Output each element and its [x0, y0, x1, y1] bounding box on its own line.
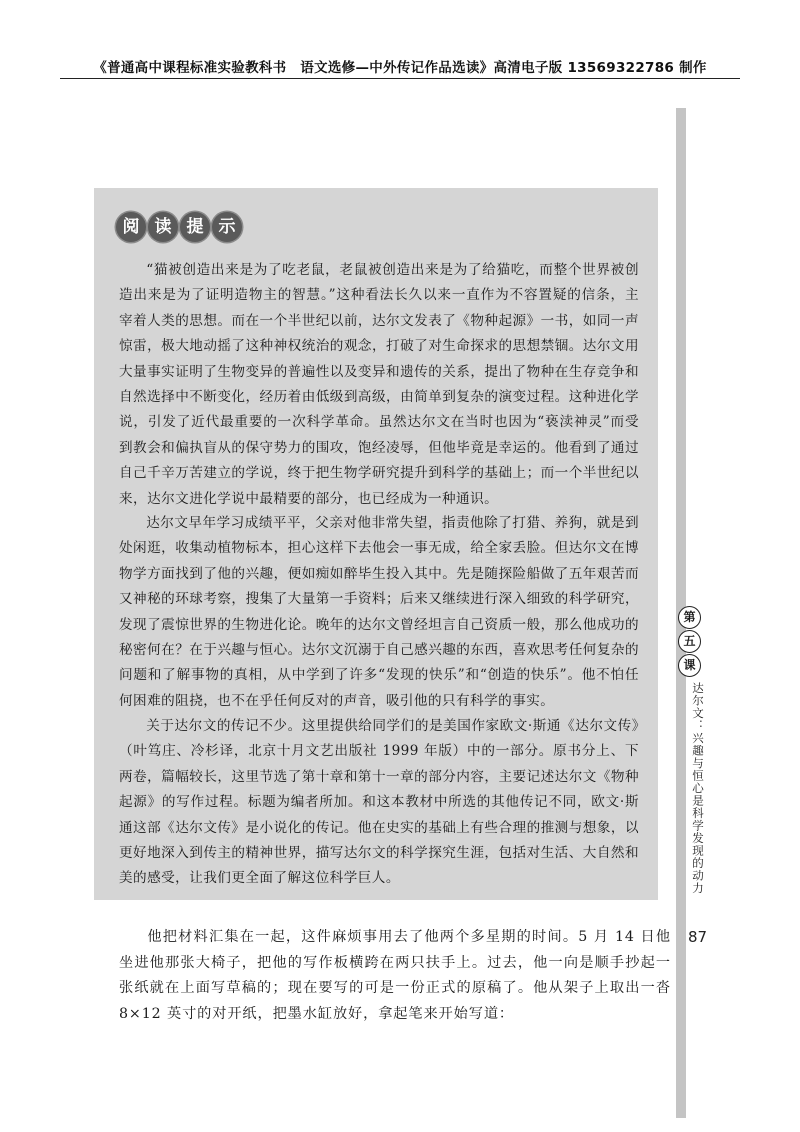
badge-char: 读 — [148, 212, 178, 242]
reading-tips-badge — [116, 212, 242, 242]
lesson-side-title: 达尔文：兴趣与恒心是科学发现的动力 — [691, 682, 705, 895]
lesson-tab-char: 课 — [678, 654, 701, 677]
page-number: 87 — [688, 928, 708, 946]
reading-tips-paragraph: 达尔文早年学习成绩平平，父亲对他非常失望，指责他除了打猎、养狗，就是到处闲逛，收集动植物标本，担心这样下去他会一事无成，给全家丢脸。但达尔文在博物学方面找到了他的兴趣，便如痴如醉毕生投入其中。先是随探险船做了五年艰苦而又神秘的环球考察，搜集了大量第一手资料；后来又继续进行深入细致的科学研究，发现了震惊世界的生物进化论。晚年的达尔文曾经坦言自己资质一般，那么他成功的秘密何在？在于兴趣与恒心。达尔文沉溺于自己感兴趣的东西，喜欢思考任何复杂的问题和了解事物的真相，从中学到了许多“发现的快乐”和“创造的快乐”。他不怕任何困难的阻挠，也不在乎任何反对的声音，吸引他的只有科学的事实。 — [119, 515, 639, 709]
page-header: 《普通高中课程标准实验教科书 语文选修—中外传记作品选读》高清电子版 13569322786 制作 — [93, 60, 707, 76]
reading-tips-paragraph: 关于达尔文的传记不少。这里提供给同学们的是美国作家欧文·斯通《达尔文传》（叶笃庄、冷杉译，北京十月文艺出版社 1999 年版）中的一部分。原书分上、下两卷，篇幅较长，这里节选了第十章和第十一章的部分内容，主要记述达尔文《物种起源》的写作过程。标题为编者所加。和这本教材中所选的其他传记不同，欧文·斯通这部《达尔文传》是小说化的传记。他在史实的基础上有些合理的推测与想象，以更好地深入到传主的精神世界，描写达尔文的科学探究生涯，包括对生活、大自然和美的感受，让我们更全面了解这位科学巨人。 — [119, 718, 639, 887]
badge-char: 提 — [180, 212, 210, 242]
badge-char: 阅 — [116, 212, 146, 242]
lesson-tab-char: 第 — [678, 606, 701, 629]
lesson-tab-char: 五 — [678, 630, 701, 653]
body-paragraph: 他把材料汇集在一起，这件麻烦事用去了他两个多星期的时间。5 月 14 日他坐进他那张大椅子，把他的写作板横跨在两只扶手上。过去，他一向是顺手抄起一张纸就在上面写草稿的；现在要写的可是一份正式的原稿了。他从架子上取出一沓 8×12 英寸的对开纸，把墨水缸放好，拿起笔来开始写道： — [119, 929, 671, 1022]
reading-tips-paragraph: “猫被创造出来是为了吃老鼠，老鼠被创造出来是为了给猫吃，而整个世界被创造出来是为了证明造物主的智慧。”这种看法长久以来一直作为不容置疑的信条，主宰着人类的思想。而在一个半世纪以前，达尔文发表了《物种起源》一书，如同一声惊雷，极大地动摇了这种神权统治的观念，打破了对生命探求的思想禁锢。达尔文用大量事实证明了生物变异的普遍性以及变异和遗传的关系，提出了物种在生存竞争和自然选择中不断变化，经历着由低级到高级，由简单到复杂的演变过程。这种进化学说，引发了近代最重要的一次科学革命。虽然达尔文在当时也因为“亵渎神灵”而受到教会和偏执盲从的保守势力的围攻，饱经凌辱，但他毕竟是幸运的。他看到了通过自己千辛万苦建立的学说，终于把生物学研究提升到科学的基础上；而一个半世纪以来，达尔文进化学说中最精要的部分，也已经成为一种通识。 — [119, 262, 639, 507]
header-rule — [60, 78, 740, 79]
badge-char: 示 — [212, 212, 242, 242]
